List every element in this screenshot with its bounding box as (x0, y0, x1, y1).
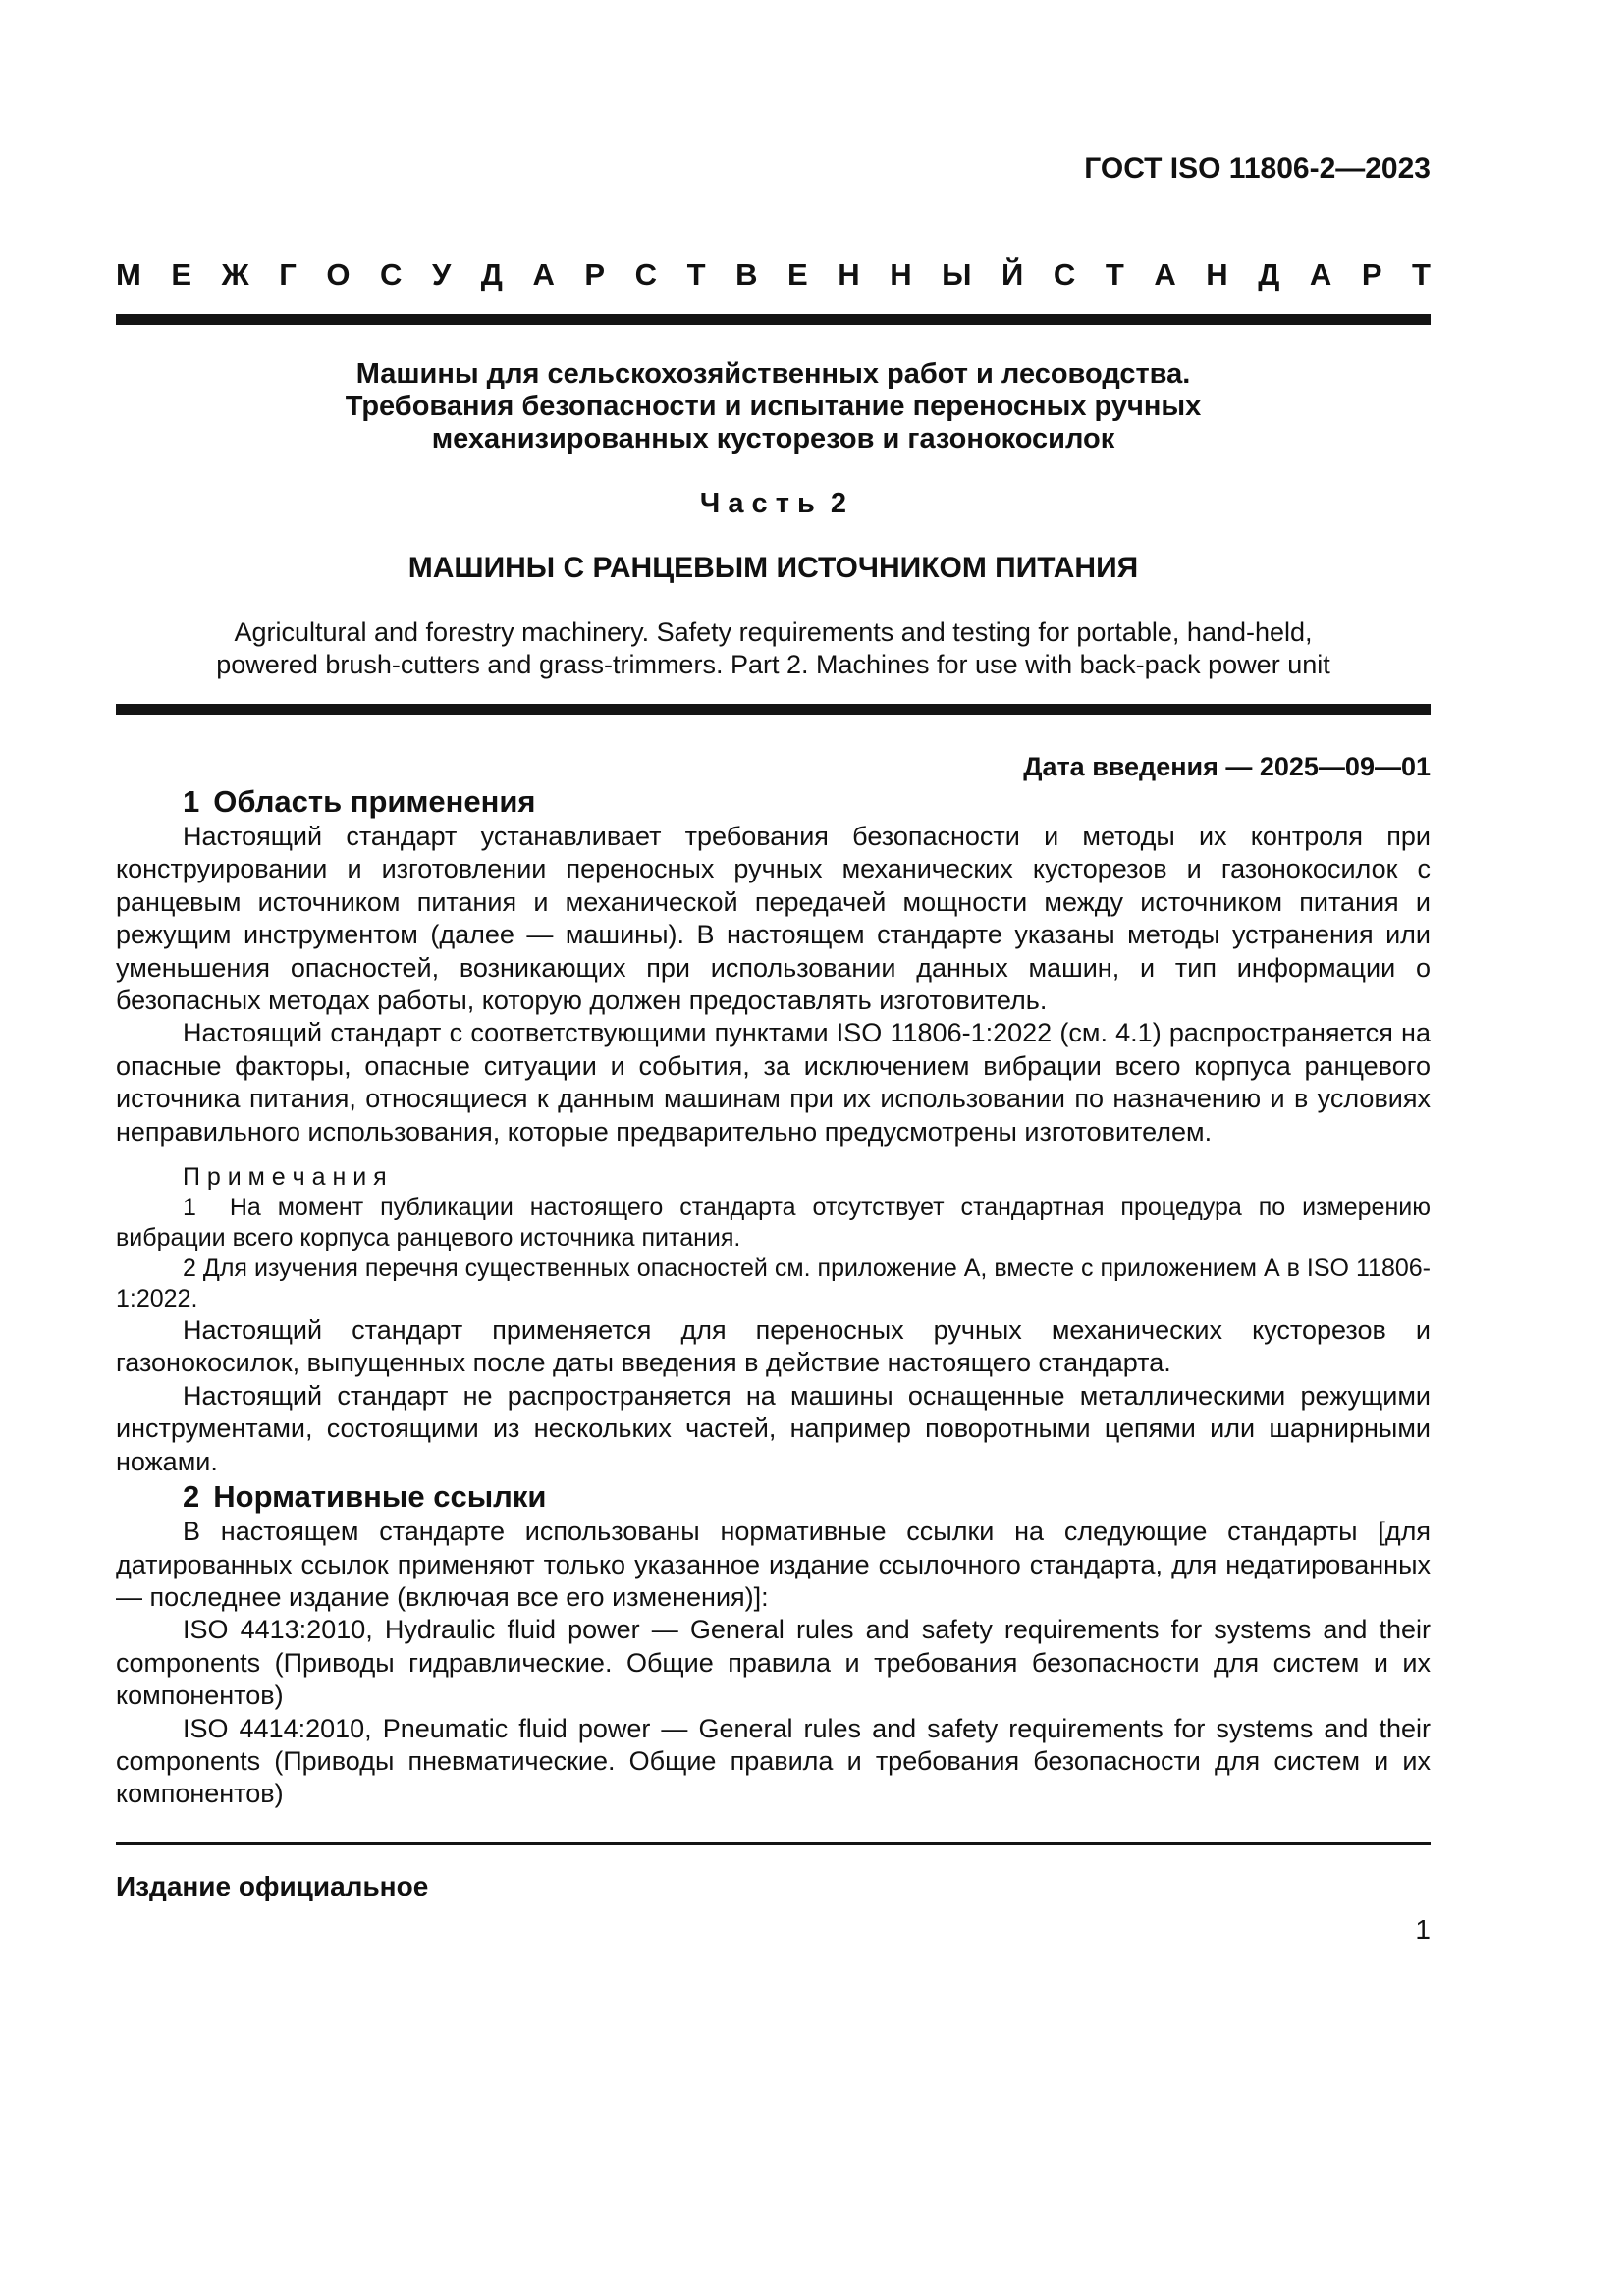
part-title: МАШИНЫ С РАНЦЕВЫМ ИСТОЧНИКОМ ПИТАНИЯ (407, 552, 1139, 584)
section-1-paragraph-3: Настоящий стандарт применяется для переносных ручных механических кусторезов и газонокосилок, выпущенных после даты введения в действие настоящего стандарта. (116, 1315, 1431, 1378)
section-1-paragraph-2: Настоящий стандарт с соответствующими пунктами ISO 11806-1:2022 (см. 4.1) распространяется на опасные факторы, опасные ситуации и события, за исключением вибрации всего корпуса ранцевого источника питания, относящиеся к данным машинам при их использовании по назначению и в условиях неправильного использования, которые предварительно предусмотрены изготовителем. (116, 1018, 1431, 1147)
section-2-paragraph-1: В настоящем стандарте использованы нормативные ссылки на следующие стандарты [для датированных ссылок применяют только указанное издание ссылочного стандарта, для недатированных — последнее издание (включая все его изменения)]: (116, 1517, 1431, 1612)
official-edition-label: Издание официальное (116, 1870, 429, 1901)
divider-bar-title (116, 704, 1431, 715)
notes-block (116, 1162, 1431, 1314)
note-1: 1 На момент публикации настоящего стандарта отсутствует стандартная процедура по измерению вибрации всего корпуса ранцевого источника питания. (116, 1194, 1431, 1253)
title-english-line-2: powered brush-cutters and grass-trimmers. Part 2. Machines for use with back-pack power unit (216, 650, 1330, 679)
section-2-reference-iso-4414: ISO 4414:2010, Pneumatic fluid power — General rules and safety requirements for systems and their components (Приводы пневматические. Общие правила и требования безопасности для систем и их компонентов) (116, 1713, 1431, 1809)
section-1-paragraph-1: Настоящий стандарт устанавливает требования безопасности и методы их контроля при конструировании и изготовлении переносных ручных механических кусторезов и газонокосилок с ранцевым источником питания и механической передачей мощности между источником питания и режущим инструментом (далее — машины). В настоящем стандарте указаны методы устранения или уменьшения опасностей, возникающих при использовании данных машин, и тип информации о безопасных методах работы, которую должен предоставлять изготовитель. (116, 822, 1431, 1016)
divider-bar-header (116, 314, 1431, 325)
standard-designation: ГОСТ ISO 11806-2—2023 (1084, 152, 1431, 185)
title-russian-line-2: Требования безопасности и испытание переносных ручных (345, 391, 1202, 422)
section-2-heading (116, 1478, 1431, 1516)
section-1-paragraph-4: Настоящий стандарт не распространяется на машины оснащенные металлическими режущими инструментами, состоящими из нескольких частей, например поворотными цепями или шарнирными ножами. (116, 1380, 1431, 1476)
title-russian-line-1: Машины для сельскохозяйственных работ и лесоводства. (355, 358, 1191, 390)
title-english (116, 616, 1431, 681)
section-2-reference-iso-4413: ISO 4413:2010, Hydraulic fluid power — General rules and safety requirements for systems and their components (Приводы гидравлические. Общие правила и требования безопасности для систем и их компонентов) (116, 1615, 1431, 1711)
standard-type-banner: М Е Ж Г О С У Д А Р С Т В Е Н Н Ы Й С Т А Н Д А Р Т (116, 257, 1431, 292)
section-1-number: 1 (183, 784, 200, 819)
part-label: Ч а с т ь 2 (699, 488, 847, 519)
section-2-title: Нормативные ссылки (213, 1479, 547, 1515)
note-2: 2 Для изучения перечня существенных опасностей см. приложение А, вместе с приложением А в ISO 11806-1:2022. (116, 1255, 1431, 1313)
title-russian-line-3: механизированных кусторезов и газонокосилок (431, 423, 1115, 454)
section-1-heading (116, 783, 1431, 821)
page-number: 1 (1415, 1913, 1431, 1945)
effective-date: Дата введения — 2025—09—01 (1023, 752, 1431, 781)
section-1-title: Область применения (213, 784, 536, 819)
section-2-number: 2 (183, 1479, 200, 1515)
footer-rule (116, 1842, 1431, 1845)
title-english-line-1: Agricultural and forestry machinery. Safety requirements and testing for portable, hand-held, (234, 617, 1313, 647)
title-russian (116, 358, 1431, 455)
notes-header: П р и м е ч а н и я (183, 1163, 387, 1192)
